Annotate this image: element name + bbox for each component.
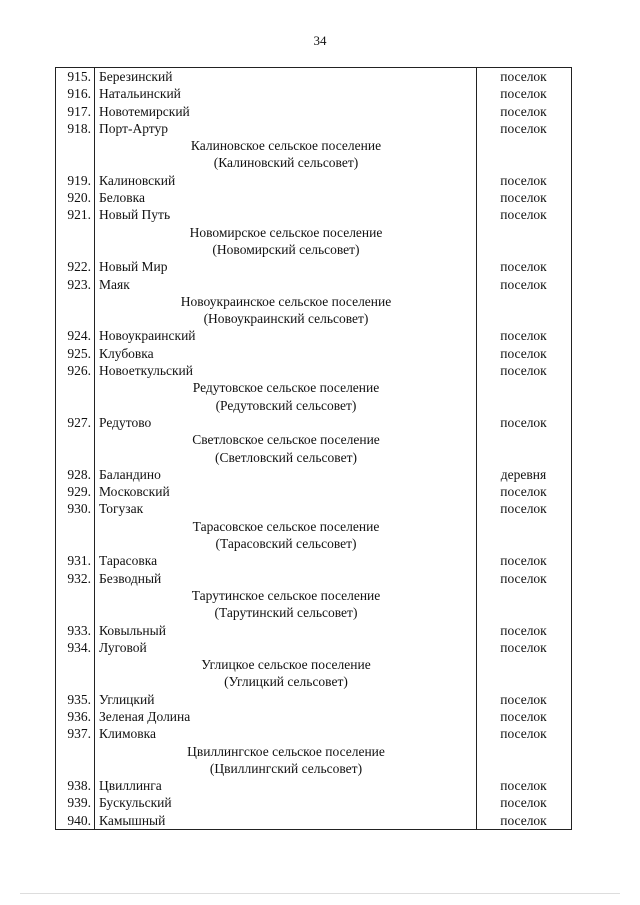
- row-number: 920.: [67, 190, 91, 206]
- section-header-row: [56, 604, 571, 621]
- settlement-name: Климовка: [99, 726, 156, 742]
- row-number: 929.: [67, 484, 91, 500]
- settlement-type: поселок: [500, 328, 547, 344]
- section-header-row: [56, 379, 571, 396]
- table-row: [56, 276, 571, 293]
- table-row: [56, 639, 571, 656]
- table-row: [56, 466, 571, 483]
- section-header-row: [56, 310, 571, 327]
- table-row: [56, 691, 571, 708]
- table-row: [56, 483, 571, 500]
- section-header-text: Цвиллингское сельское поселение: [187, 743, 385, 759]
- section-header-row: [56, 293, 571, 310]
- section-header-row: [56, 656, 571, 673]
- settlement-name: Камышный: [99, 812, 166, 828]
- settlement-name: Новоеткульский: [99, 363, 194, 379]
- row-number: 934.: [67, 639, 91, 655]
- table-row: [56, 812, 571, 829]
- row-number: 928.: [67, 466, 91, 482]
- settlement-name: Новоукраинский: [99, 328, 196, 344]
- settlement-name: Березинский: [99, 69, 173, 84]
- settlement-name: Безводный: [99, 570, 162, 586]
- settlement-type: поселок: [500, 363, 547, 379]
- section-header-row: [56, 673, 571, 690]
- settlement-type: поселок: [500, 484, 547, 500]
- settlement-type: поселок: [500, 812, 547, 828]
- settlement-type: поселок: [500, 172, 547, 188]
- settlement-type: поселок: [500, 207, 547, 223]
- row-number: 925.: [67, 345, 91, 361]
- row-number: 939.: [67, 795, 91, 811]
- settlement-type: поселок: [500, 553, 547, 569]
- table-row: [56, 345, 571, 362]
- table-row: [56, 570, 571, 587]
- settlement-name: Калиновский: [99, 172, 176, 188]
- section-header-text: (Редутовский сельсовет): [215, 397, 357, 413]
- settlement-type: поселок: [500, 414, 547, 430]
- settlement-type: поселок: [500, 259, 547, 275]
- table-row: [56, 327, 571, 344]
- settlement-name: Баландино: [99, 466, 161, 482]
- table-row: [56, 725, 571, 742]
- section-header-row: [56, 587, 571, 604]
- section-header-text: Светловское сельское поселение: [192, 432, 380, 448]
- row-number: 932.: [67, 570, 91, 586]
- settlement-name: Клубовка: [99, 345, 154, 361]
- settlement-name: Ковыльный: [99, 622, 166, 638]
- section-header-row: [56, 431, 571, 448]
- row-number: 917.: [67, 103, 91, 119]
- table-row: [56, 103, 571, 120]
- section-header-row: [56, 224, 571, 241]
- section-header-row: [56, 743, 571, 760]
- settlement-type: поселок: [500, 276, 547, 292]
- settlement-type: деревня: [500, 466, 547, 482]
- settlement-name: Бускульский: [99, 795, 172, 811]
- settlement-name: Зеленая Долина: [99, 708, 191, 724]
- settlement-name: Новый Путь: [99, 207, 171, 223]
- section-header-text: Новоукраинское сельское поселение: [180, 293, 392, 309]
- row-number: 935.: [67, 691, 91, 707]
- table-row: [56, 172, 571, 189]
- settlement-type: поселок: [500, 69, 547, 84]
- table-row: [56, 414, 571, 431]
- settlement-name: Московский: [99, 484, 170, 500]
- settlements-table: [55, 67, 572, 830]
- settlement-type: поселок: [500, 622, 547, 638]
- row-number: 919.: [67, 172, 91, 188]
- settlement-type: поселок: [500, 639, 547, 655]
- section-header-text: (Новоукраинский сельсовет): [203, 311, 369, 327]
- row-number: 926.: [67, 363, 91, 379]
- page-bottom-rule: [20, 893, 620, 894]
- settlement-name: Новотемирский: [99, 103, 190, 119]
- settlement-type: поселок: [500, 103, 547, 119]
- row-number: 927.: [67, 414, 91, 430]
- settlement-type: поселок: [500, 570, 547, 586]
- row-number: 940.: [67, 812, 91, 828]
- row-number: 937.: [67, 726, 91, 742]
- section-header-row: [56, 518, 571, 535]
- settlement-name: Маяк: [99, 276, 130, 292]
- table-row: [56, 362, 571, 379]
- table-row: [56, 777, 571, 794]
- section-header-text: Углицкое сельское поселение: [201, 657, 371, 673]
- section-header-text: (Тарутинский сельсовет): [214, 605, 358, 621]
- settlement-name: Углицкий: [99, 691, 155, 707]
- section-header-row: [56, 397, 571, 414]
- section-header-row: [56, 137, 571, 154]
- table-row: [56, 552, 571, 569]
- row-number: 938.: [67, 778, 91, 794]
- settlement-name: Натальинский: [99, 86, 181, 102]
- table-row: [56, 189, 571, 206]
- table-row: [56, 206, 571, 223]
- section-header-text: Новомирское сельское поселение: [189, 224, 383, 240]
- section-header-text: Калиновское сельское поселение: [190, 138, 382, 154]
- settlement-name: Луговой: [99, 639, 147, 655]
- section-header-text: (Углицкий сельсовет): [224, 674, 348, 690]
- table-row: [56, 500, 571, 517]
- row-number: 924.: [67, 328, 91, 344]
- table-row: [56, 120, 571, 137]
- row-number: 916.: [67, 86, 91, 102]
- settlement-type: поселок: [500, 726, 547, 742]
- table-row: [56, 708, 571, 725]
- settlement-type: поселок: [500, 708, 547, 724]
- row-number: 930.: [67, 501, 91, 517]
- settlement-name: Редутово: [99, 414, 152, 430]
- table-row: [56, 85, 571, 102]
- section-header-text: Редутовское сельское поселение: [192, 380, 380, 396]
- settlement-type: поселок: [500, 345, 547, 361]
- settlement-name: Новый Мир: [99, 259, 168, 275]
- section-header-row: [56, 154, 571, 171]
- settlement-type: поселок: [500, 778, 547, 794]
- settlement-name: Порт-Артур: [99, 120, 169, 136]
- settlement-type: поселок: [500, 501, 547, 517]
- row-number: 931.: [67, 553, 91, 569]
- page-number: 34: [313, 33, 327, 48]
- settlement-name: Беловка: [99, 190, 145, 206]
- table-row: [56, 68, 571, 85]
- section-header-text: (Калиновский сельсовет): [213, 155, 359, 171]
- section-header-text: (Новомирский сельсовет): [212, 241, 360, 257]
- section-header-text: (Светловский сельсовет): [215, 449, 357, 465]
- settlement-type: поселок: [500, 190, 547, 206]
- row-number: 933.: [67, 622, 91, 638]
- section-header-row: [56, 449, 571, 466]
- settlement-type: поселок: [500, 86, 547, 102]
- row-number: 915.: [67, 69, 91, 84]
- section-header-text: (Тарасовский сельсовет): [215, 536, 357, 552]
- row-number: 936.: [67, 708, 91, 724]
- section-header-text: Тарутинское сельское поселение: [191, 587, 381, 603]
- section-header-row: [56, 535, 571, 552]
- row-number: 918.: [67, 120, 91, 136]
- row-number: 922.: [67, 259, 91, 275]
- settlement-name: Цвиллинга: [99, 778, 162, 794]
- section-header-row: [56, 760, 571, 777]
- table-row: [56, 258, 571, 275]
- table-row: [56, 622, 571, 639]
- settlement-type: поселок: [500, 795, 547, 811]
- settlement-name: Тогузак: [99, 501, 144, 517]
- settlement-name: Тарасовка: [99, 553, 158, 569]
- table-row: [56, 794, 571, 811]
- row-number: 921.: [67, 207, 91, 223]
- section-header-text: (Цвиллингский сельсовет): [209, 760, 363, 776]
- section-header-row: [56, 241, 571, 258]
- row-number: 923.: [67, 276, 91, 292]
- settlement-type: поселок: [500, 120, 547, 136]
- settlement-type: поселок: [500, 691, 547, 707]
- section-header-text: Тарасовское сельское поселение: [192, 518, 380, 534]
